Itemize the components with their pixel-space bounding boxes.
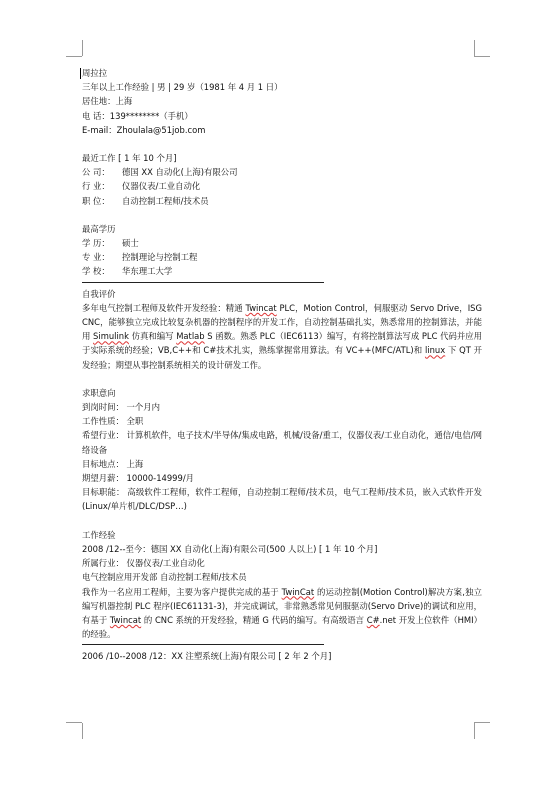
recent-company <box>82 165 482 179</box>
major-value: 控制理论与控制工程 <box>122 252 198 263</box>
crop-mark-top-right-h <box>474 56 490 57</box>
crop-mark-top-left-h <box>66 56 82 57</box>
phone: 电 话：139********（手机） <box>82 110 193 121</box>
education-major <box>82 250 482 264</box>
work-exp-heading: 工作经验 <box>82 529 116 540</box>
crop-mark-top-right-v <box>474 40 475 56</box>
crop-mark-bottom-right-v <box>474 723 475 739</box>
arrival-time: 到岗时间： 一个月内 <box>82 402 161 413</box>
target-functions: 目标职能： 高级软件工程师，软件工程师，自动控制工程师/技术员，电气工程师/技术员，嵌入式软件开发(Linux/单片机/DLC/DSP…) <box>82 487 482 512</box>
target-location: 目标地点： 上海 <box>82 458 144 469</box>
major-label: 专 业： <box>82 252 110 263</box>
industry-label: 行 业： <box>82 181 110 192</box>
spellcheck-word: TwinCat <box>281 586 315 597</box>
recent-industry <box>82 179 482 193</box>
education-school <box>82 264 482 278</box>
recent-position <box>82 194 482 208</box>
section-divider <box>82 282 324 283</box>
crop-mark-top-left-v <box>82 40 83 56</box>
work-nature: 工作性质： 全职 <box>82 416 144 427</box>
self-eval-paragraph: 多年电气控制工程师及软件开发经验：精通 Twincat PLC，Motion Control，伺服驱动 Servo Drive，ISG CNC，能够独立完成比较复杂机器的控制程序的开发工作，自动控制基础扎实，熟悉常用的控制算法，并能用 Simulink 仿真和编写 Matlab S 函数。熟悉 PLC（IEC6113）编写，有将控制算法写成 PLC 代码并应用于实际系统的经验；VB,C++和 C#技术扎实，熟练掌握常用算法。有 VC++(MFC/ATL)和 linux 下 QT 开发经验；期望从事控制系统相关的设计研发工作。 <box>82 302 482 370</box>
degree-label: 学 历： <box>82 238 110 249</box>
company-label: 公 司： <box>82 167 110 178</box>
job1-industry: 所属行业： 仪器仪表/工业自动化 <box>82 558 205 569</box>
crop-mark-bottom-left-v <box>82 723 83 739</box>
education-degree <box>82 236 482 250</box>
job-intent-heading: 求职意向 <box>82 387 116 398</box>
spellcheck-word: Twincat <box>245 302 277 313</box>
recent-job-heading: 最近工作 [ 1 年 10 个月] <box>82 153 177 164</box>
spellcheck-word: C# <box>366 614 380 625</box>
spellcheck-word: linux <box>424 345 446 356</box>
crop-mark-bottom-right-h <box>474 722 490 723</box>
position-value: 自动控制工程师/技术员 <box>122 195 209 206</box>
spellcheck-word: Matlab <box>176 331 205 342</box>
job1-department: 电气控制应用开发部 自动控制工程师/技术员 <box>82 572 247 583</box>
industry-value: 仪器仪表/工业自动化 <box>122 181 201 192</box>
position-label: 职 位： <box>82 195 110 206</box>
job1-description: 我作为一名应用工程师，主要为客户提供完成的基于 TwinCat 的运动控制(Motion Control)解决方案,独立编写机器控制 PLC 程序(IEC61131-3)，并完成调试，非常熟悉常见伺服驱动(Servo Drive)的调试和应用，有基于 Twincat 的 CNC 系统的开发经验，精通 G 代码的编写。有高级语言 C#.net 开发上位软件（HMI）的经验。 <box>82 586 483 640</box>
section-divider <box>82 644 324 645</box>
crop-mark-bottom-left-h <box>66 722 82 723</box>
school-label: 学 校： <box>82 266 110 277</box>
company-value: 德国 XX 自动化(上海)有限公司 <box>122 167 238 178</box>
spellcheck-word: Twincat <box>109 614 142 625</box>
residence: 居住地：上海 <box>82 96 133 107</box>
summary-line: 三年以上工作经验 | 男 | 29 岁（1981 年 4 月 1 日） <box>82 82 283 93</box>
job1-title: 2008 /12--至今：德国 XX 自动化(上海)有限公司(500 人以上) [ 1 年 10 个月] <box>82 543 378 554</box>
desired-industries: 希望行业： 计算机软件，电子技术/半导体/集成电路，机械/设备/重工，仪器仪表/工业自动化，通信/电信/网络设备 <box>82 430 482 455</box>
candidate-name: 周拉拉 <box>82 68 108 78</box>
school-value: 华东理工大学 <box>122 266 173 277</box>
email: E-mail：Zhoulala@51job.com <box>82 124 206 135</box>
job2-title: 2006 /10--2008 /12：XX 注塑系统(上海)有限公司 [ 2 年 2 个月] <box>82 651 332 662</box>
degree-value: 硕士 <box>122 238 139 249</box>
spellcheck-word: Simulink <box>93 331 129 342</box>
text-cursor <box>80 68 81 79</box>
document-body[interactable] <box>82 66 482 664</box>
self-eval-heading: 自我评价 <box>82 288 116 299</box>
expected-salary: 期望月薪： 10000-14999/月 <box>82 473 195 484</box>
education-heading: 最高学历 <box>82 223 116 234</box>
